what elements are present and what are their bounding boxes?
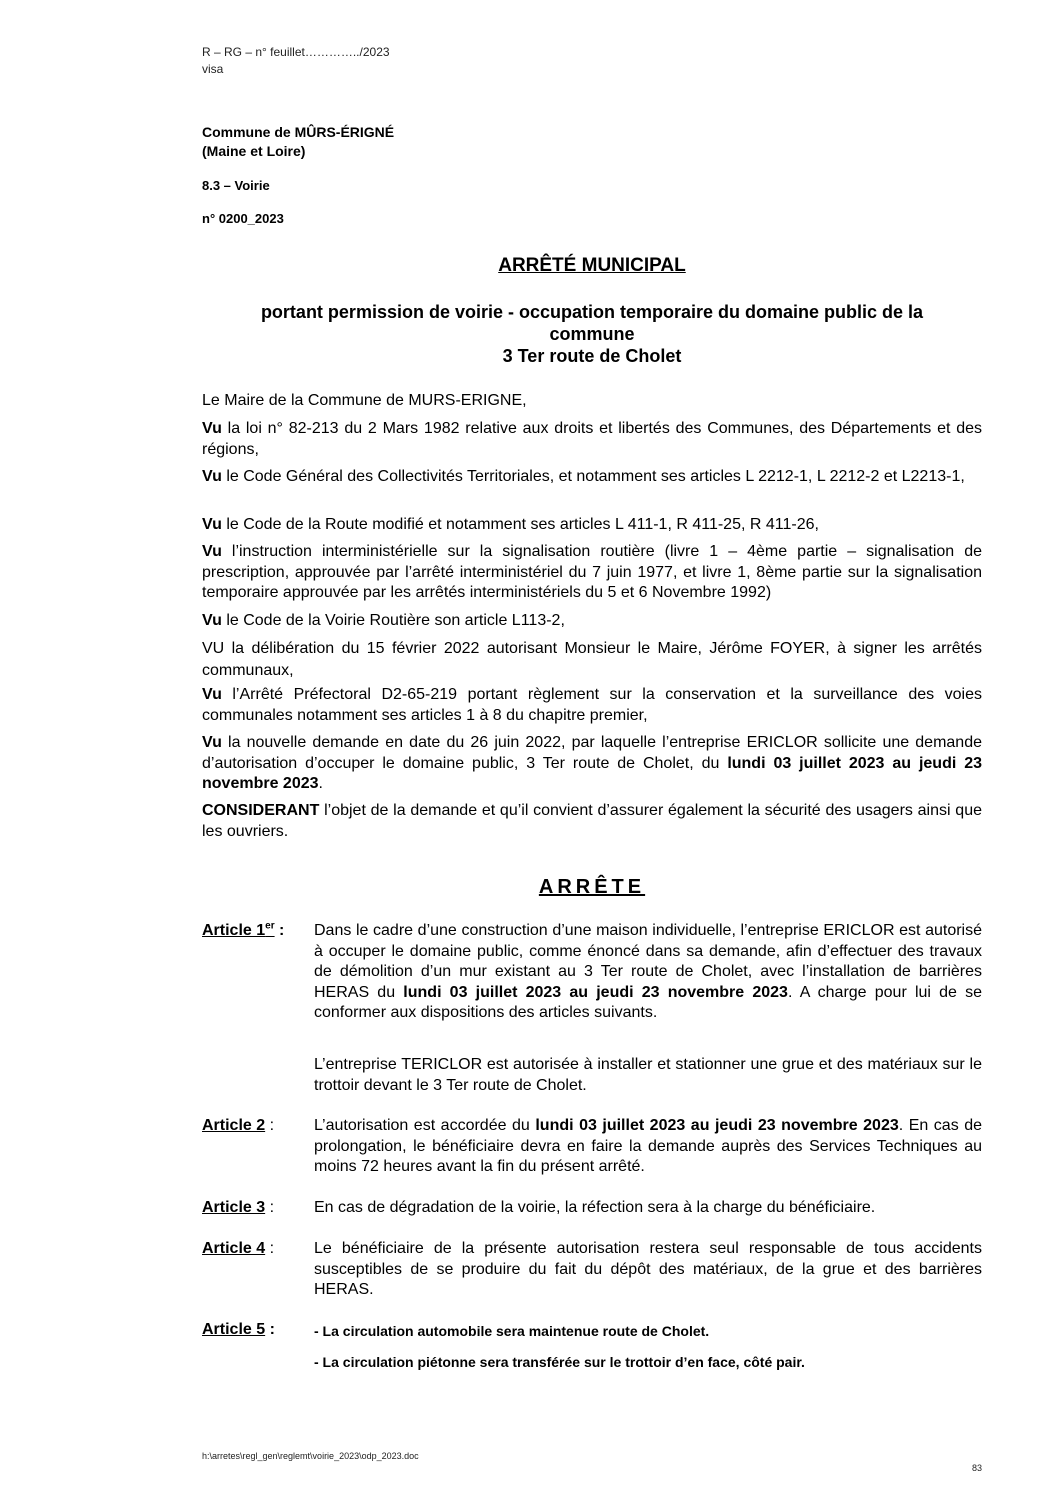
vu-keyword: Vu xyxy=(202,612,222,629)
considerant-keyword: CONSIDERANT xyxy=(202,802,320,819)
article-number: Article 5 xyxy=(202,1321,266,1338)
subtitle-line-2: commune xyxy=(549,324,635,344)
page-number: 83 xyxy=(971,1463,982,1473)
vu-keyword: Vu xyxy=(202,543,222,560)
vu-paragraph-2 xyxy=(202,467,982,488)
article-sup: er xyxy=(265,920,275,932)
vu-keyword: Vu xyxy=(202,516,222,533)
vu-text: le Code de la Route modifié et notamment ses articles L 411-1, R 411-25, R 411-26, xyxy=(226,516,819,533)
arrete-heading: ARRÊTE xyxy=(538,876,646,898)
vu-paragraph-6: VU la délibération du 15 février 2022 autorisant Monsieur le Maire, Jérôme FOYER, à signer les arrêtés communaux, xyxy=(202,640,982,679)
article-colon: : xyxy=(265,1117,275,1134)
vu-paragraph-4 xyxy=(202,542,982,604)
article-number: Article 1 xyxy=(202,922,266,939)
vu-text: l’instruction interministérielle sur la signalisation routière (livre 1 – 4ème partie – signalisation de prescription, approuvée par l’arrêté interministériel du 7 juin 1977, et livre 1, 8ème partie sur la signalisation temporaire approuvée par les arrêtés interministériels du 5 et 6 Novembre 1992) xyxy=(202,543,983,601)
vu-keyword: Vu xyxy=(202,734,222,751)
article-colon: : xyxy=(265,1240,275,1257)
subtitle-line-3: 3 Ter route de Cholet xyxy=(502,346,682,366)
article-text: Dans le cadre d’une construction d’une maison individuelle, l’entreprise ERICLOR est autorisé à occuper le domaine public, comme énoncé dans sa demande, afin d’effectuer des travaux de démolition d’un mur existant au 3 Ter route de Cholet, avec l’installation de barrières HERAS du xyxy=(314,922,982,1001)
article-1-label xyxy=(202,921,284,942)
article-text: . A charge pour lui de se conformer aux dispositions des articles suivants. xyxy=(314,983,983,1021)
article-2-label xyxy=(202,1116,274,1137)
article-2-text xyxy=(314,1116,982,1178)
vu-text: la nouvelle demande en date du 26 juin 2022, par laquelle l’entreprise ERICLOR sollicite une demande d’autorisation d’occuper le domaine public, 3 Ter route de Cholet, du xyxy=(202,734,983,772)
vu-text: la loi n° 82-213 du 2 Mars 1982 relative aux droits et libertés des Communes, des Départements et des régions, xyxy=(202,420,982,458)
date-range: lundi 03 juillet 2023 au jeudi 23 novembre 2023 xyxy=(202,754,983,792)
maire-intro: Le Maire de la Commune de MURS-ERIGNE, xyxy=(202,392,527,409)
arrete-number: n° 0200_2023 xyxy=(202,211,284,226)
date-range: lundi 03 juillet 2023 au jeudi 23 novembre 2023 xyxy=(535,1117,899,1134)
period: . xyxy=(318,775,323,792)
footer-file-path: h:\arretes\regl_gen\reglemt\voirie_2023\odp_2023.doc xyxy=(202,1451,419,1461)
article-colon: : xyxy=(265,1321,275,1338)
considerant-paragraph xyxy=(202,801,982,842)
considerant-text: l’objet de la demande et qu’il convient d’assurer également la sécurité des usagers ainsi que les ouvriers. xyxy=(202,802,982,840)
vu-keyword: Vu xyxy=(202,468,222,485)
article-4-label xyxy=(202,1239,274,1260)
article-number: Article 3 xyxy=(202,1199,266,1216)
subtitle-line-1: portant permission de voirie - occupation temporaire du domaine public de la xyxy=(260,302,924,322)
article-5-text-1: - La circulation automobile sera maintenue route de Cholet. xyxy=(314,1323,710,1339)
vu-text: le Code Général des Collectivités Territoriales, et notamment ses articles L 2212-1, L 2212-2 et L2213-1, xyxy=(226,468,965,485)
article-text: . En cas de prolongation, le bénéficiaire devra en faire la demande auprès des Services Techniques au moins 72 heures avant la fin du présent arrêté. xyxy=(314,1117,983,1175)
article-1-text xyxy=(314,921,982,1024)
article-3-label xyxy=(202,1198,274,1219)
article-text: L’autorisation est accordée du xyxy=(314,1117,530,1134)
article-3-text: En cas de dégradation de la voirie, la réfection sera à la charge du bénéficiaire. xyxy=(314,1199,876,1216)
vu-text: l’Arrêté Préfectoral D2-65-219 portant règlement sur la conservation et la surveillance des voies communales notamment ses articles 1 à 8 du chapitre premier, xyxy=(202,686,982,724)
vu-paragraph-8 xyxy=(202,733,982,795)
article-number: Article 2 xyxy=(202,1117,266,1134)
article-label-text xyxy=(202,922,275,939)
document-title: ARRÊTÉ MUNICIPAL xyxy=(498,255,686,276)
article-colon: : xyxy=(265,1199,275,1216)
article-5-label xyxy=(202,1320,275,1341)
vu-paragraph-7 xyxy=(202,685,982,726)
article-number: Article 4 xyxy=(202,1240,266,1257)
reference-line: R – RG – n° feuillet…………../2023 xyxy=(202,45,390,59)
article-5-text-2: - La circulation piétonne sera transférée sur le trottoir d’en face, côté pair. xyxy=(314,1354,805,1370)
date-range: lundi 03 juillet 2023 au jeudi 23 novembre 2023 xyxy=(403,983,788,1001)
vu-paragraph-1 xyxy=(202,419,982,460)
article-colon: : xyxy=(274,922,285,939)
vu-paragraph-5 xyxy=(202,611,982,632)
vu-paragraph-3 xyxy=(202,515,982,536)
article-1-text-2: L’entreprise TERICLOR est autorisée à installer et stationner une grue et des matériaux sur le trottoir devant le 3 Ter route de Cholet. xyxy=(314,1056,982,1094)
vu-text: le Code de la Voirie Routière son article L113-2, xyxy=(226,612,565,629)
visa-label: visa xyxy=(202,62,224,76)
commune-dept: (Maine et Loire) xyxy=(202,143,306,159)
article-4-text: Le bénéficiaire de la présente autorisation restera seul responsable de tous accidents susceptibles de se produire du fait du dépôt des matériaux, de la grue et des barrières HERAS. xyxy=(314,1240,982,1298)
vu-keyword: Vu xyxy=(202,686,222,703)
category-label: 8.3 – Voirie xyxy=(202,178,270,193)
commune-name: Commune de MÛRS-ÉRIGNÉ xyxy=(202,124,395,140)
vu-keyword: Vu xyxy=(202,420,222,437)
